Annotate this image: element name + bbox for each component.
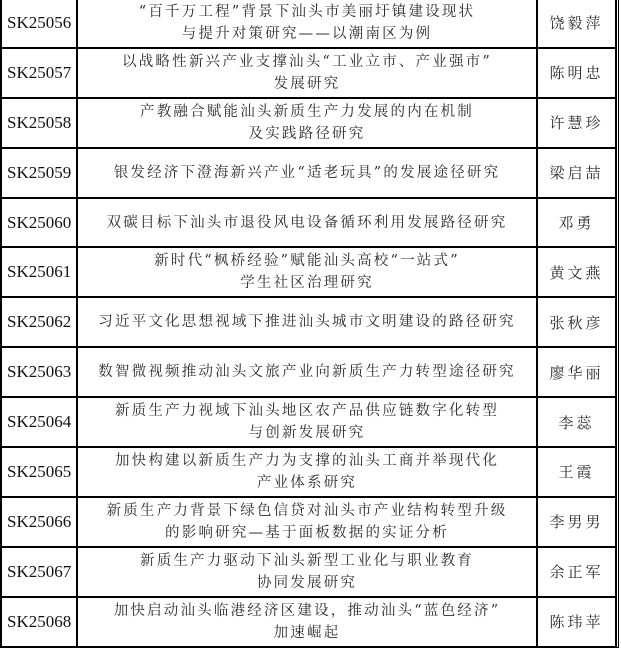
project-code: SK25062 <box>1 297 77 347</box>
project-code: SK25058 <box>1 98 77 148</box>
project-title-line: 加快构建以新质生产力为支撑的汕头工商并举现代化 <box>114 452 500 469</box>
project-title <box>77 148 537 198</box>
project-author: 梁启喆 <box>537 148 616 198</box>
project-title-line: 双碳目标下汕头市退役风电设备循环利用发展路径研究 <box>106 214 508 231</box>
project-code: SK25063 <box>1 347 77 397</box>
table-row <box>1 98 616 148</box>
project-title-line: 协同发展研究 <box>256 574 358 591</box>
project-code: SK25067 <box>1 547 77 597</box>
table-row <box>1 397 616 447</box>
project-code: SK25061 <box>1 247 77 297</box>
project-code: SK25064 <box>1 397 77 447</box>
project-author: 余正军 <box>537 547 616 597</box>
project-code: SK25066 <box>1 497 77 547</box>
table-row <box>1 447 616 497</box>
project-title-line: 发展研究 <box>273 75 341 92</box>
project-table-body <box>1 0 616 647</box>
project-title <box>77 497 537 547</box>
project-title-line: 与提升对策研究——以潮南区为例 <box>181 25 433 42</box>
project-title-line: 习近平文化思想视域下推进汕头城市文明建设的路径研究 <box>98 314 516 331</box>
project-author: 王霞 <box>537 447 616 497</box>
project-title-line: 数智微视频推动汕头文旅产业向新质生产力转型途径研究 <box>98 364 516 381</box>
table-row <box>1 347 616 397</box>
project-title-line: 的影响研究—基于面板数据的实证分析 <box>165 524 449 541</box>
project-title <box>77 48 537 98</box>
project-title <box>77 447 537 497</box>
table-row <box>1 597 616 647</box>
table-row <box>1 0 616 48</box>
project-title-line: 新时代“枫桥经验”赋能汕头高校“一站式” <box>154 253 460 270</box>
table-row <box>1 148 616 198</box>
project-title-line: 以战略性新兴产业支撑汕头“工业立市、产业强市” <box>122 53 492 70</box>
project-title <box>77 547 537 597</box>
project-title-line: 加速崛起 <box>273 624 341 641</box>
project-title-line: 加快启动汕头临港经济区建设，推动汕头“蓝色经济” <box>113 602 501 619</box>
project-author: 陈玮苹 <box>537 597 616 647</box>
project-title-line: 新质生产力视域下汕头地区农产品供应链数字化转型 <box>114 403 500 420</box>
project-author: 许慧珍 <box>537 98 616 148</box>
table-row <box>1 297 616 347</box>
project-code: SK25060 <box>1 198 77 248</box>
project-title <box>77 347 537 397</box>
project-title <box>77 98 537 148</box>
project-author: 廖华丽 <box>537 347 616 397</box>
project-author: 饶毅萍 <box>537 0 616 48</box>
project-title <box>77 0 537 48</box>
project-title-line: 与创新发展研究 <box>248 425 366 442</box>
table-row <box>1 48 616 98</box>
project-code: SK25057 <box>1 48 77 98</box>
project-code: SK25059 <box>1 148 77 198</box>
project-title-line: 新质生产力驱动下汕头新型工业化与职业教育 <box>140 552 474 569</box>
project-title <box>77 247 537 297</box>
project-title-line: 产业体系研究 <box>256 474 358 491</box>
project-title <box>77 397 537 447</box>
project-title-line: 学生社区治理研究 <box>240 275 374 292</box>
project-title-line: 银发经济下澄海新兴产业“适老玩具”的发展途径研究 <box>113 164 501 181</box>
project-author: 张秋彦 <box>537 297 616 347</box>
table-row <box>1 547 616 597</box>
project-code: SK25068 <box>1 597 77 647</box>
project-code: SK25065 <box>1 447 77 497</box>
project-title <box>77 198 537 248</box>
project-title-line: 及实践路径研究 <box>248 125 366 142</box>
project-title <box>77 597 537 647</box>
project-title-line: 新质生产力背景下绿色信贷对汕头市产业结构转型升级 <box>106 502 508 519</box>
project-author: 邓勇 <box>537 198 616 248</box>
project-author: 黄文燕 <box>537 247 616 297</box>
table-row <box>1 247 616 297</box>
project-code: SK25056 <box>1 0 77 48</box>
table-row <box>1 497 616 547</box>
project-author: 李男男 <box>537 497 616 547</box>
project-title <box>77 297 537 347</box>
project-author: 李蕊 <box>537 397 616 447</box>
project-title-line: 产教融合赋能汕头新质生产力发展的内在机制 <box>140 103 474 120</box>
project-author: 陈明忠 <box>537 48 616 98</box>
table-row <box>1 198 616 248</box>
project-title-line: “百千万工程”背景下汕头市美丽圩镇建设现状 <box>138 3 476 20</box>
